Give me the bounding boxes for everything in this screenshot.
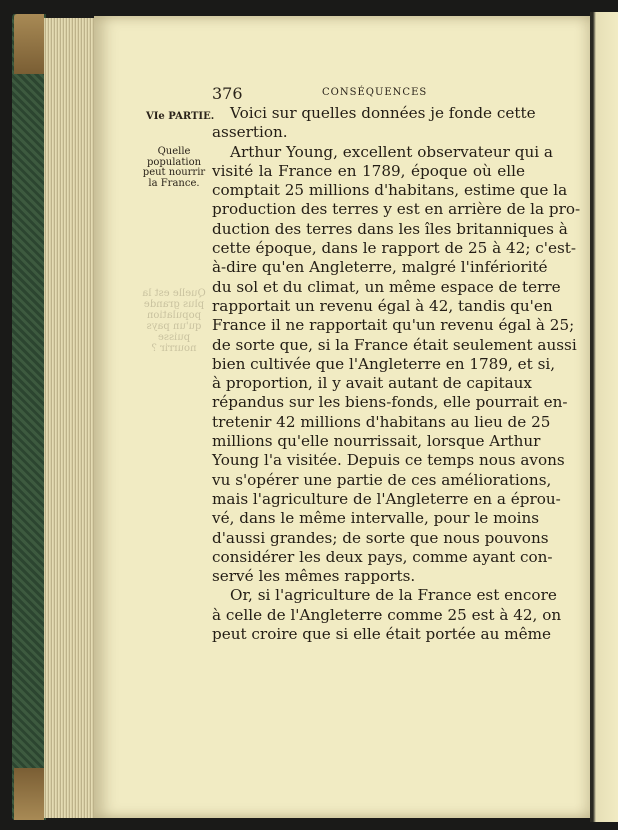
text-line: du sol et du climat, un même espace de terre <box>212 277 561 296</box>
margin-note-line: Quelle <box>157 146 191 157</box>
bleed-through-line: qu'un pays <box>146 321 202 332</box>
text-line: d'aussi grandes; de sorte que nous pouvons <box>212 528 549 547</box>
bleed-through-line: puisse nourrir ? <box>151 332 197 354</box>
spine-leather-top <box>14 14 44 74</box>
text-line: comptait 25 millions d'habitans, estime que la <box>212 181 568 200</box>
text-line: vu s'opérer une partie de ces améliorations, <box>212 470 552 489</box>
text-line: à-dire qu'en Angleterre, malgré l'infériorité <box>212 258 548 277</box>
text-line: de sorte que, si la France était seulement aussi <box>212 335 577 354</box>
text-line: assertion. <box>212 123 288 142</box>
bleed-through-line: population <box>146 310 202 321</box>
page-number: 376 <box>212 84 243 103</box>
page-header <box>212 84 532 104</box>
spine-leather-bottom <box>14 768 44 820</box>
text-line: Young l'a visitée. Depuis ce temps nous avons <box>212 451 565 470</box>
text-line: peut croire que si elle était portée au même <box>212 625 551 644</box>
bleed-through-note <box>140 288 208 354</box>
text-line: Or, si l'agriculture de la France est encore <box>230 586 557 605</box>
text-line: rapportait un revenu égal à 42, tandis qu'en <box>212 296 553 315</box>
text-line: bien cultivée que l'Angleterre en 1789, et si, <box>212 354 556 373</box>
margin-note-line: peut nourrir <box>142 167 206 178</box>
text-line: à proportion, il y avait autant de capitaux <box>212 374 532 393</box>
text-line: vé, dans le même intervalle, pour le moins <box>212 509 540 528</box>
text-line: à celle de l'Angleterre comme 25 est à 42, on <box>212 605 562 624</box>
margin-note <box>142 147 206 189</box>
text-line: Voici sur quelles données je fonde cette <box>230 104 536 122</box>
page-edges <box>44 18 96 818</box>
margin-note-line: population <box>146 156 202 168</box>
text-line: cette époque, dans le rapport de 25 à 42; c'est- <box>212 239 577 258</box>
bleed-through-line: Quelle est la <box>142 288 206 299</box>
text-line: duction des terres dans les îles britanniques à <box>212 219 568 238</box>
text-line: France il ne rapportait qu'un revenu égal à 25; <box>212 316 575 335</box>
text-line: répandus sur les biens-fonds, elle pourrait en- <box>212 393 568 412</box>
text-line: visité la France en 1789, époque où elle <box>212 161 525 180</box>
text-line: mais l'agriculture de l'Angleterre en a éprou- <box>212 489 561 508</box>
facing-page-edge <box>590 12 618 822</box>
text-line: considérer les deux pays, comme ayant con- <box>212 547 553 566</box>
book-cover-board <box>12 14 46 820</box>
text-line: production des terres y est en arrière de la pro- <box>212 200 581 219</box>
part-label: VIe PARTIE. <box>146 111 215 122</box>
text-line: millions qu'elle nourrissait, lorsque Arthur <box>212 432 541 451</box>
text-line: tretenir 42 millions d'habitans au lieu de 25 <box>212 412 551 431</box>
body-text <box>212 104 581 644</box>
bleed-through-line: plus grande <box>143 299 205 310</box>
text-line: servé les mêmes rapports. <box>212 567 416 586</box>
text-line: Arthur Young, excellent observateur qui a <box>230 142 553 161</box>
running-head: CONSÉQUENCES <box>322 87 428 98</box>
margin-note-line: la France. <box>148 177 200 189</box>
